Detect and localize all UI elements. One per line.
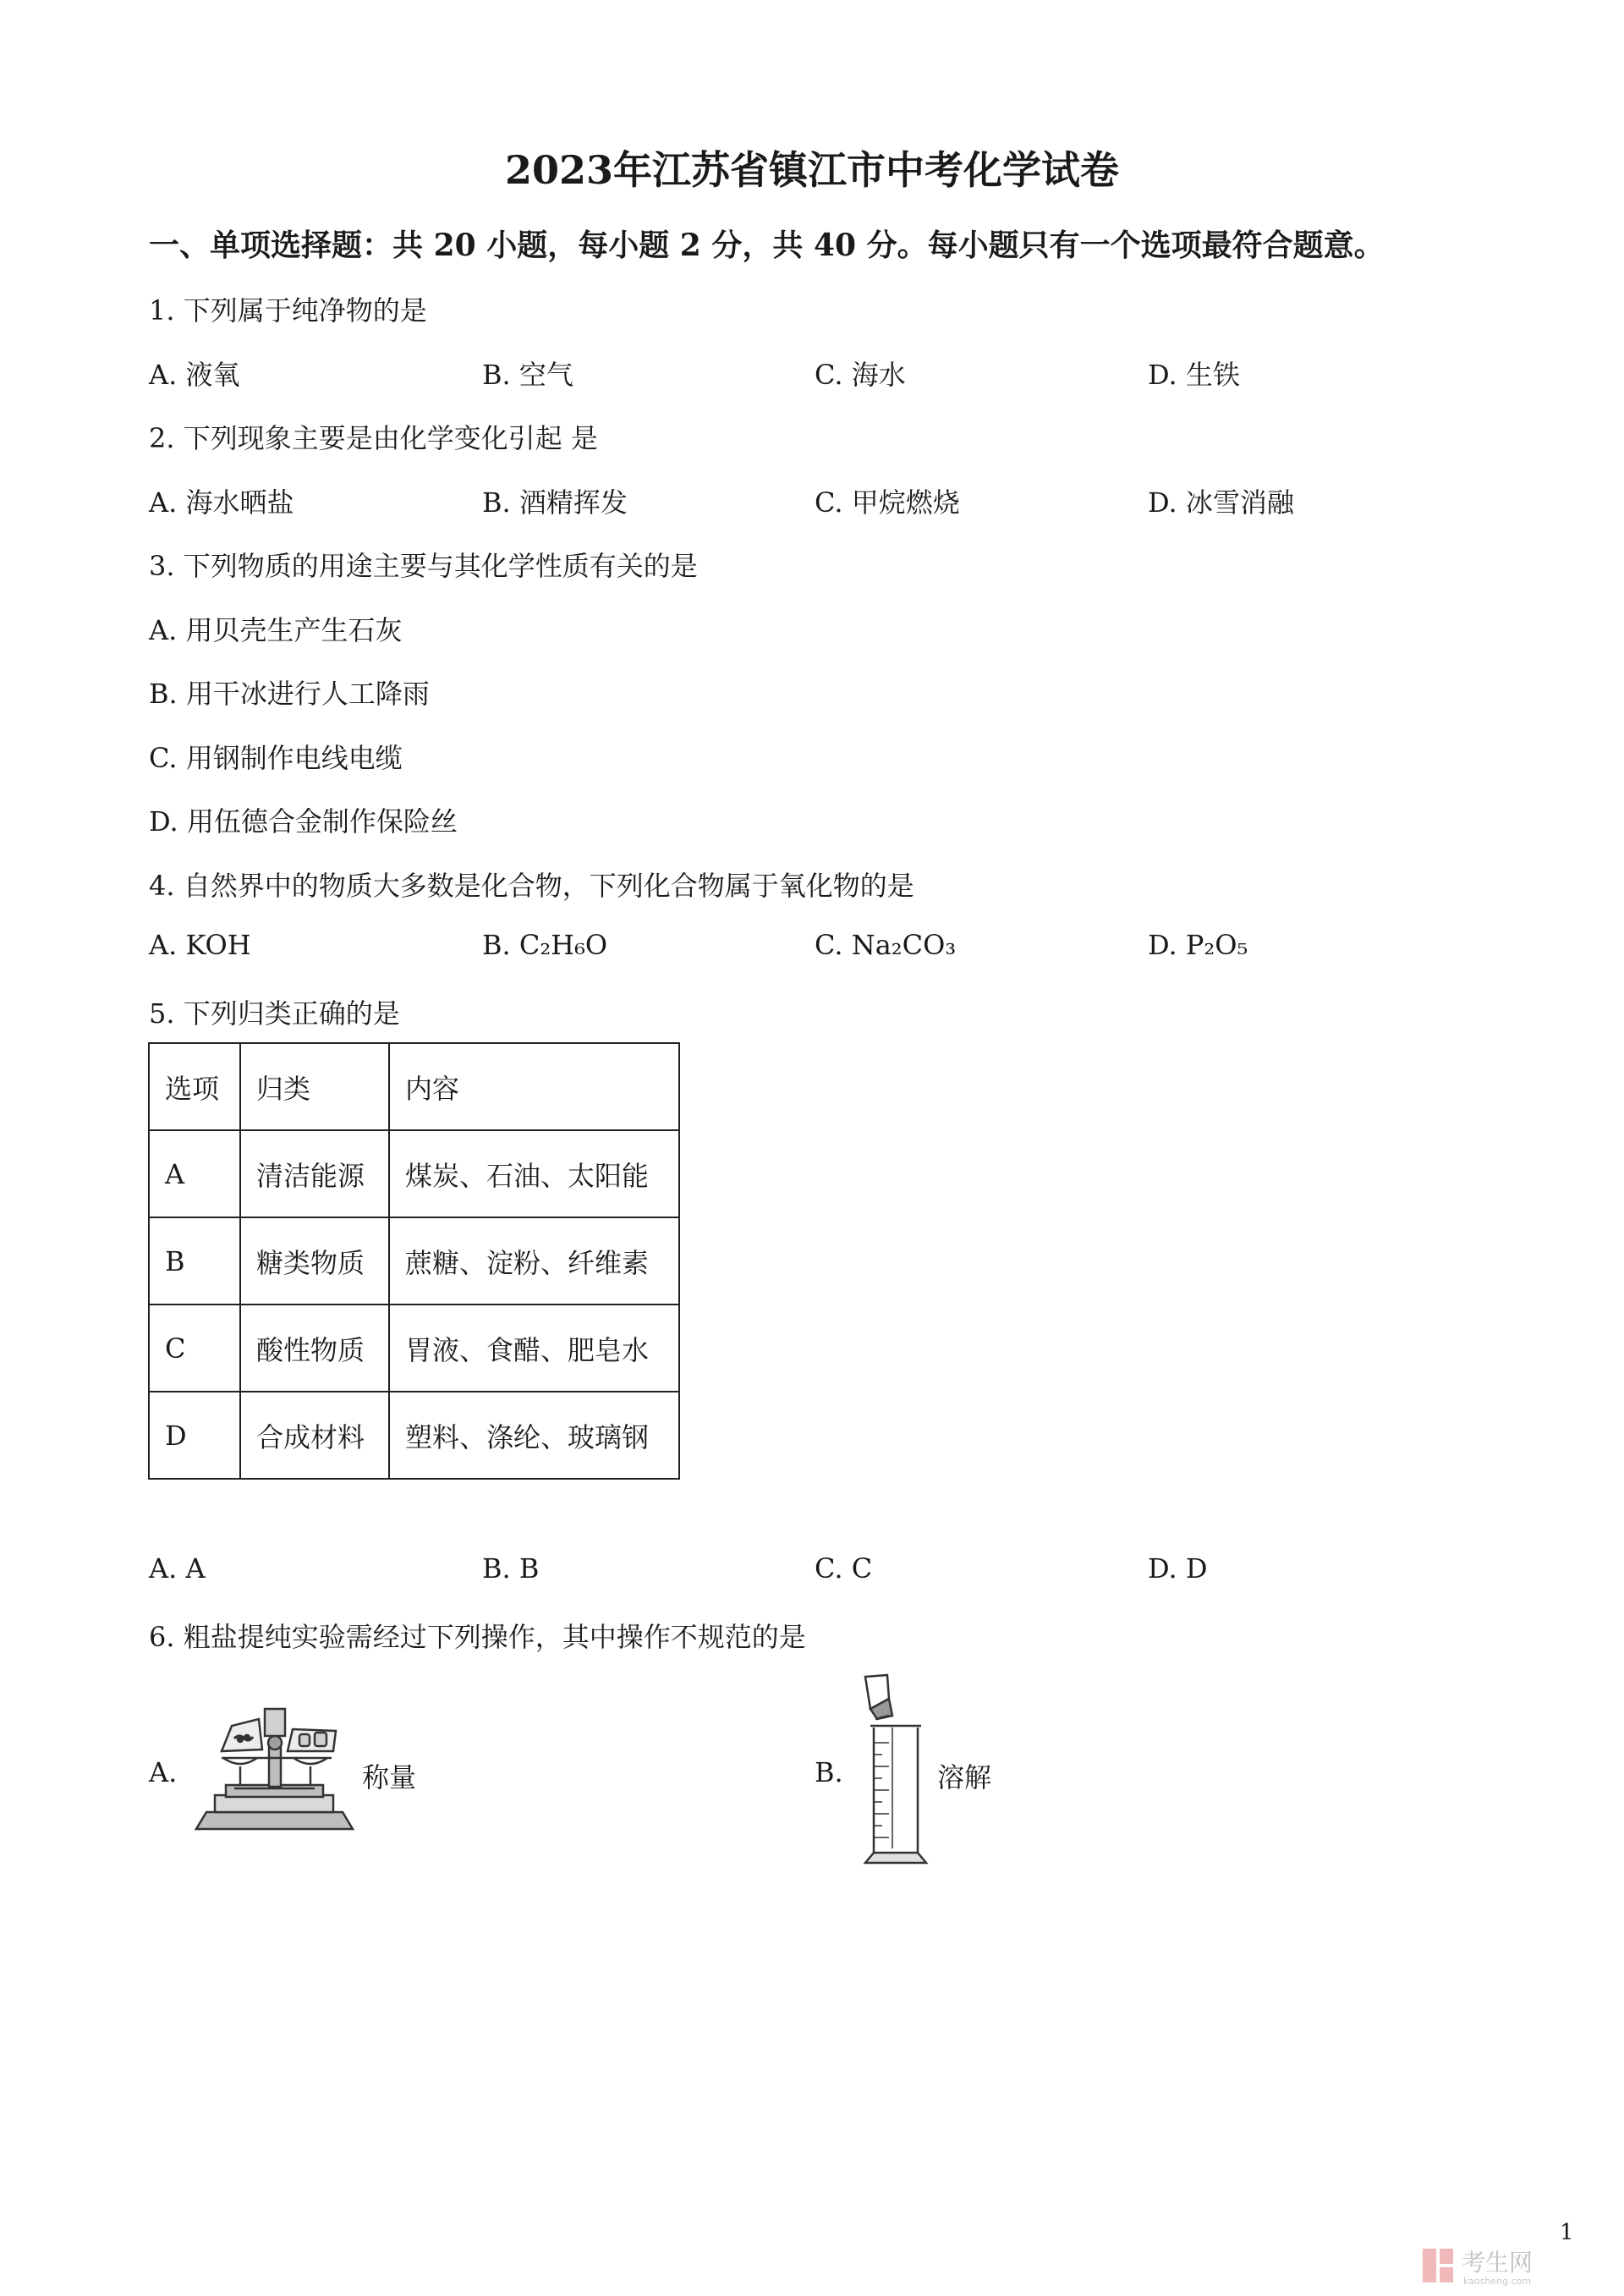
graduated-cylinder-icon bbox=[859, 1675, 943, 1870]
question-1-option-d[interactable]: D. 生铁 bbox=[1148, 359, 1240, 391]
question-2-stem: 2. 下列现象主要是由化学变化引起 是 bbox=[149, 422, 598, 454]
table-cell: 酸性物质 bbox=[240, 1305, 389, 1392]
question-2-option-c[interactable]: C. 甲烷燃烧 bbox=[815, 486, 960, 519]
question-5-stem: 5. 下列归类正确的是 bbox=[149, 997, 400, 1030]
question-5-option-c[interactable]: C. C bbox=[815, 1552, 873, 1585]
table-cell: 煤炭、石油、太阳能 bbox=[389, 1130, 679, 1217]
table-header-cell: 归类 bbox=[240, 1043, 389, 1130]
question-3-stem: 3. 下列物质的用途主要与其化学性质有关的是 bbox=[149, 550, 698, 582]
table-cell: A bbox=[149, 1130, 240, 1217]
table-cell: 塑料、涤纶、玻璃钢 bbox=[389, 1392, 679, 1479]
table-row bbox=[149, 1130, 679, 1217]
page-number: 1 bbox=[1560, 2220, 1574, 2245]
question-2-option-d[interactable]: D. 冰雪消融 bbox=[1148, 486, 1294, 519]
watermark-text: 考生网 bbox=[1462, 2249, 1533, 2277]
question-6-option-b-label[interactable]: B. bbox=[815, 1756, 843, 1788]
table-row bbox=[149, 1217, 679, 1305]
table-cell: 糖类物质 bbox=[240, 1217, 389, 1305]
question-1-option-c[interactable]: C. 海水 bbox=[815, 359, 906, 391]
table-cell: B bbox=[149, 1217, 240, 1305]
table-header-row bbox=[149, 1043, 679, 1130]
table-row bbox=[149, 1392, 679, 1479]
svg-text:kaosheng.com: kaosheng.com bbox=[1463, 2276, 1532, 2287]
question-1-option-a[interactable]: A. 液氧 bbox=[149, 359, 240, 391]
question-6-option-a-caption: 称量 bbox=[362, 1761, 417, 1793]
table-cell: 合成材料 bbox=[240, 1392, 389, 1479]
question-4-stem: 4. 自然界中的物质大多数是化合物，下列化合物属于氧化物的是 bbox=[149, 870, 914, 902]
table-cell: 胃液、食醋、肥皂水 bbox=[389, 1305, 679, 1392]
question-2-option-a[interactable]: A. 海水晒盐 bbox=[149, 486, 294, 519]
question-3-option-b[interactable]: B. 用干冰进行人工降雨 bbox=[149, 678, 430, 710]
question-6-option-a-label[interactable]: A. bbox=[149, 1756, 178, 1788]
question-2-option-b[interactable]: B. 酒精挥发 bbox=[482, 486, 628, 519]
table-cell: 清洁能源 bbox=[240, 1130, 389, 1217]
question-5-option-d[interactable]: D. D bbox=[1148, 1552, 1208, 1585]
table-header-cell: 内容 bbox=[389, 1043, 679, 1130]
question-3-option-a[interactable]: A. 用贝壳生产生石灰 bbox=[149, 614, 403, 646]
table-header-cell: 选项 bbox=[149, 1043, 240, 1130]
watermark-logo bbox=[1421, 2244, 1590, 2289]
question-6-stem: 6. 粗盐提纯实验需经过下列操作，其中操作不规范的是 bbox=[149, 1621, 806, 1653]
question-5-option-a[interactable]: A. A bbox=[149, 1552, 206, 1585]
table-cell: D bbox=[149, 1392, 240, 1479]
question-3-option-d[interactable]: D. 用伍德合金制作保险丝 bbox=[149, 805, 458, 838]
page-title: 2023年江苏省镇江市中考化学试卷 bbox=[504, 147, 1120, 193]
table-cell: C bbox=[149, 1305, 240, 1392]
question-4-option-c[interactable]: C. Na₂CO₃ bbox=[815, 929, 957, 961]
question-3-option-c[interactable]: C. 用钢制作电线电缆 bbox=[149, 742, 403, 774]
classification-table bbox=[148, 1042, 680, 1480]
question-4-option-a[interactable]: A. KOH bbox=[149, 929, 251, 961]
question-4-option-d[interactable]: D. P₂O₅ bbox=[1148, 929, 1248, 961]
table-cell: 蔗糖、淀粉、纤维素 bbox=[389, 1217, 679, 1305]
question-1-stem: 1. 下列属于纯净物的是 bbox=[149, 294, 427, 327]
table-row bbox=[149, 1305, 679, 1392]
section-heading: 一、单项选择题：共 20 小题，每小题 2 分，共 40 分。每小题只有一个选项最符合题意。 bbox=[149, 228, 1385, 263]
question-5-option-b[interactable]: B. B bbox=[482, 1552, 540, 1585]
question-1-option-b[interactable]: B. 空气 bbox=[482, 359, 573, 391]
question-6-option-b-caption: 溶解 bbox=[937, 1761, 992, 1793]
balance-scale-icon bbox=[188, 1700, 361, 1832]
question-4-option-b[interactable]: B. C₂H₆O bbox=[482, 929, 608, 961]
